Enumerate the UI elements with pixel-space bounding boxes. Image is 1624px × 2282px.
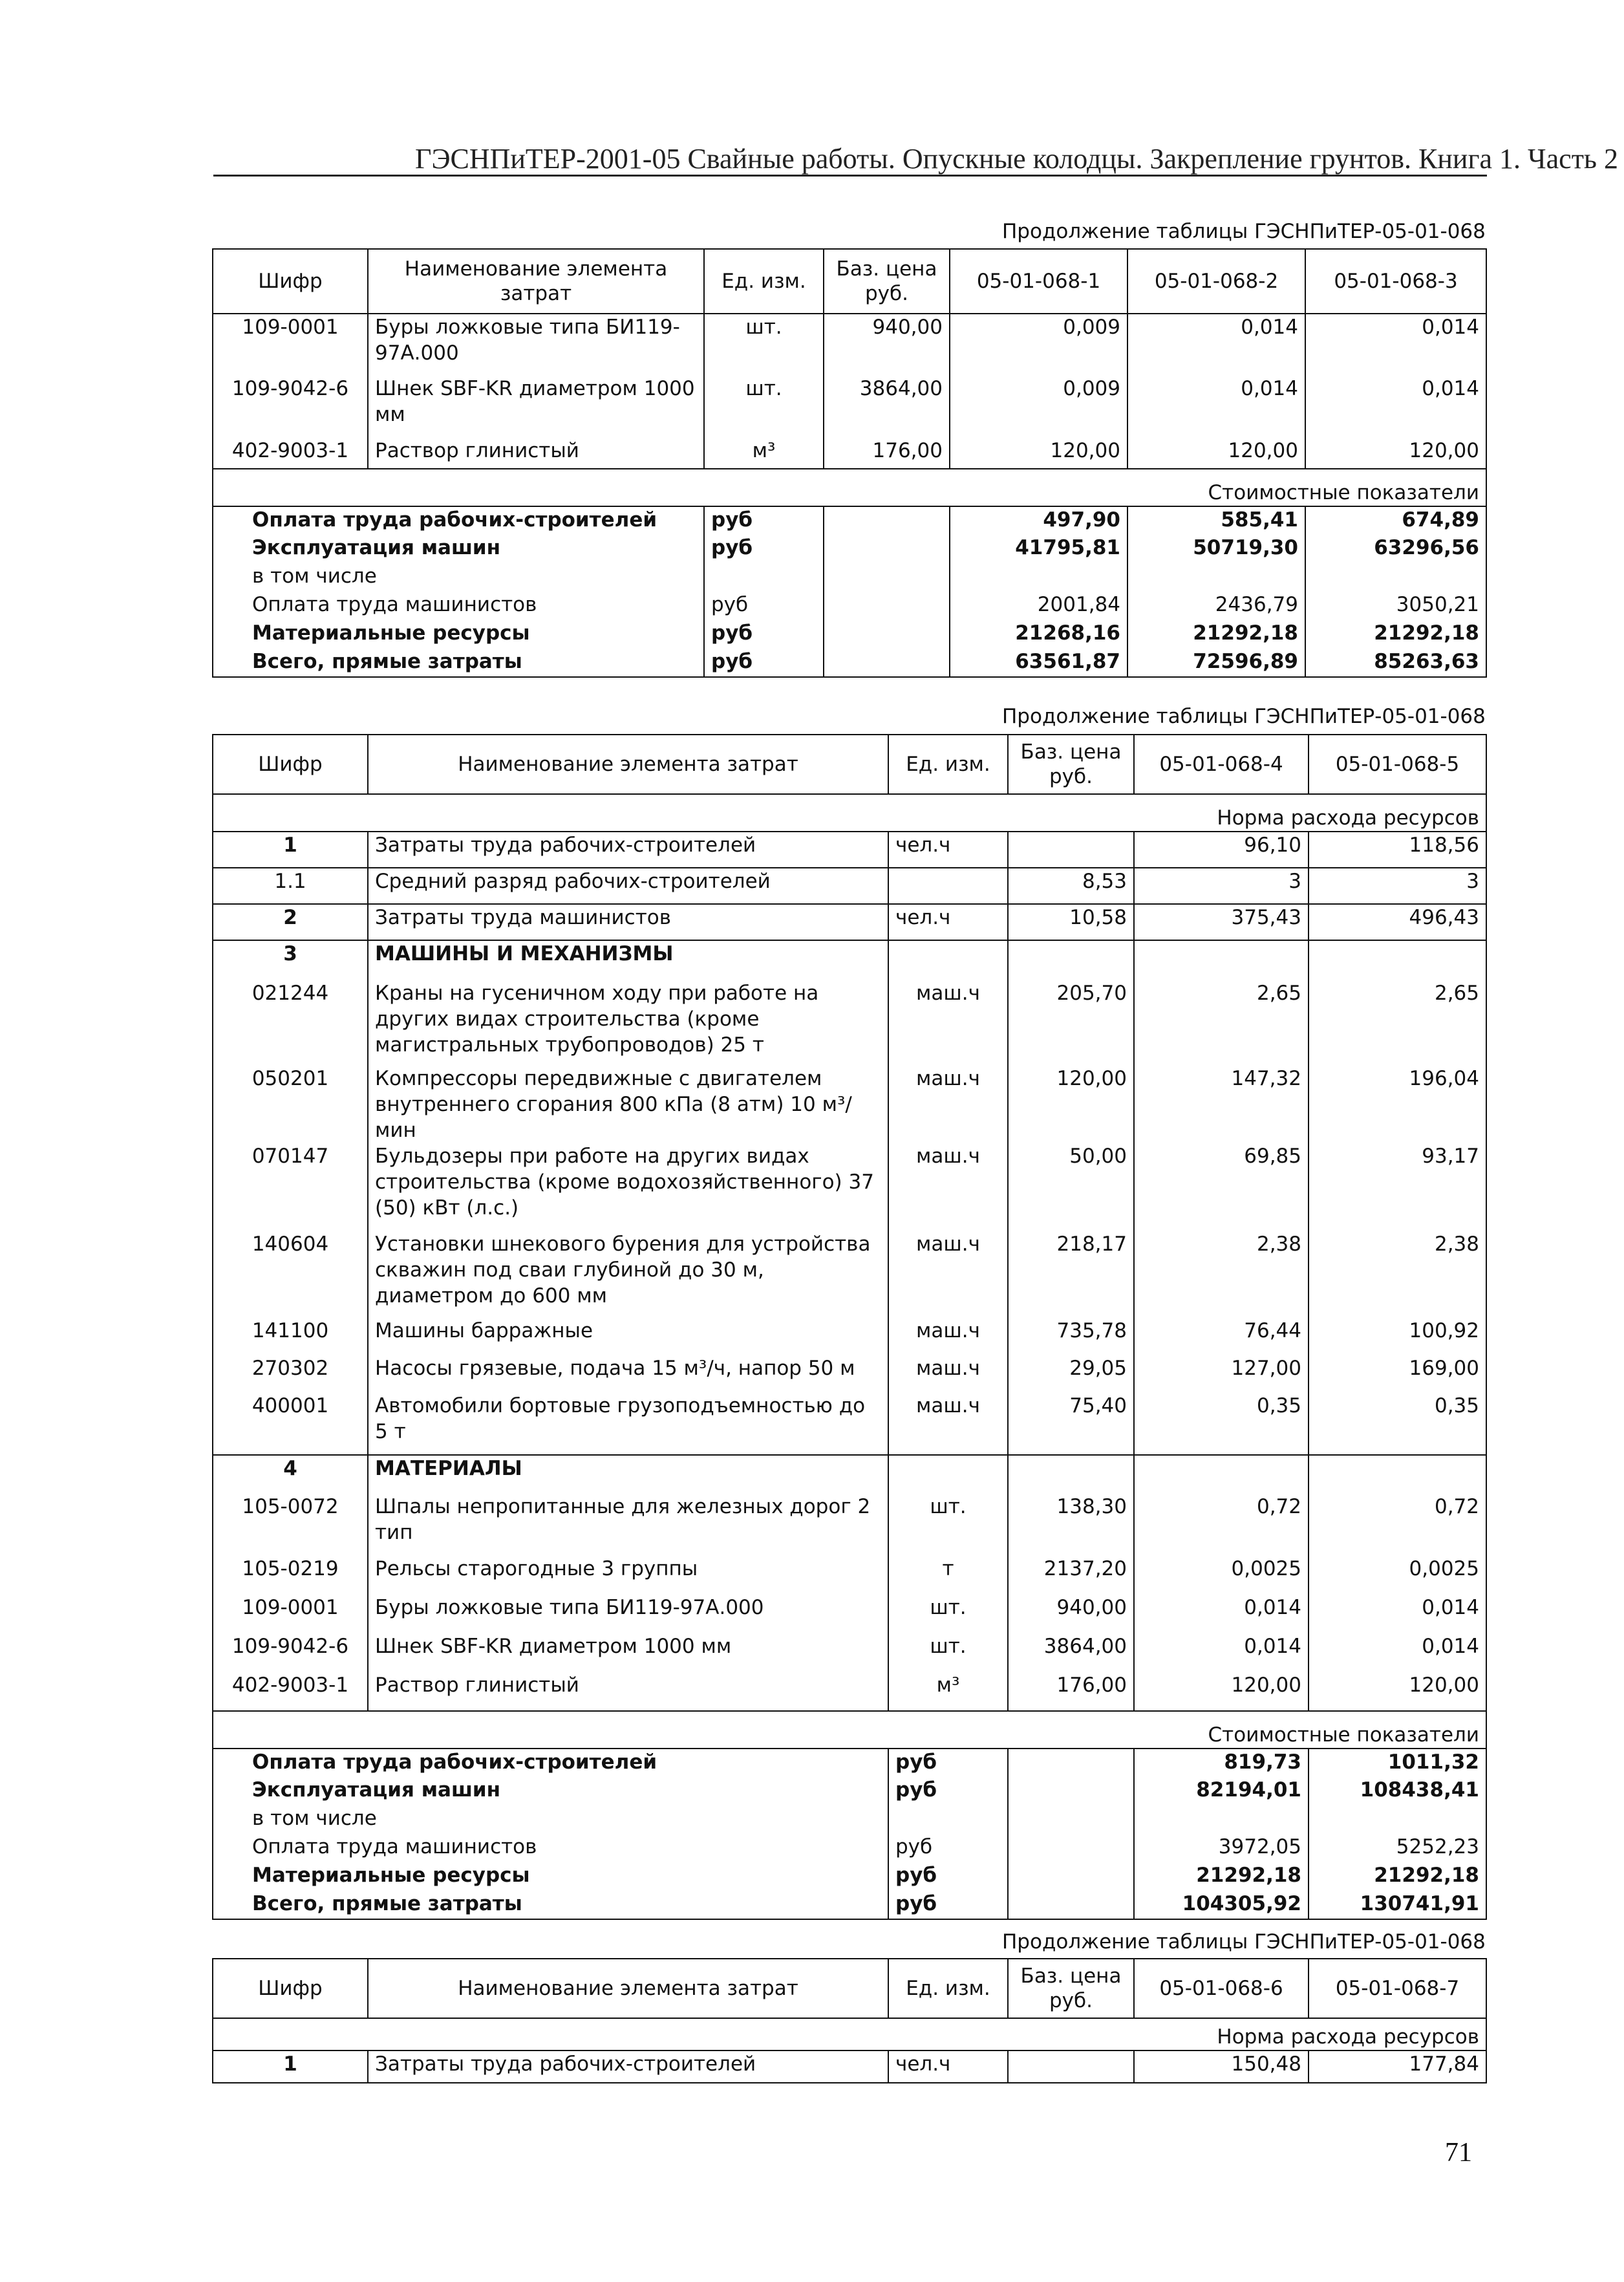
table-row — [213, 376, 1486, 438]
cost-row — [213, 1749, 1486, 1777]
row-value: 0,014 — [1127, 314, 1305, 376]
row-value: 0,014 — [1309, 1595, 1486, 1633]
cost-label: Материальные ресурсы — [213, 620, 704, 649]
table-row — [213, 980, 1486, 1066]
cost-unit: руб — [704, 506, 824, 535]
row-value: 0,014 — [1127, 376, 1305, 438]
col-norm-header: 05-01-068-2 — [1127, 249, 1305, 314]
table-row — [213, 314, 1486, 376]
row-unit: маш.ч — [888, 1066, 1008, 1143]
row-price: 29,05 — [1008, 1355, 1134, 1393]
cost-value: 130741,91 — [1309, 1891, 1486, 1919]
row-code: 1 — [213, 832, 368, 868]
col-unit-header: Ед. изм. — [888, 735, 1008, 794]
row-unit: м³ — [704, 438, 824, 469]
row-value: 3 — [1309, 868, 1486, 904]
cost-unit: руб — [888, 1834, 1008, 1862]
row-unit: маш.ч — [888, 1143, 1008, 1231]
cost-value: 21292,18 — [1305, 620, 1486, 649]
row-unit: чел.ч — [888, 904, 1008, 940]
cost-label: Оплата труда машинистов — [213, 1834, 888, 1862]
cost-unit: руб — [704, 592, 824, 620]
row-value: 0,0025 — [1309, 1556, 1486, 1595]
cost-value: 50719,30 — [1127, 535, 1305, 563]
row-name: Буры ложковые типа БИ119-97А.000 — [368, 314, 704, 376]
row-name: Раствор глинистый — [368, 1672, 888, 1711]
cost-label: в том числе — [213, 1805, 888, 1834]
row-price: 940,00 — [1008, 1595, 1134, 1633]
row-code: 070147 — [213, 1143, 368, 1231]
row-value: 375,43 — [1134, 904, 1309, 940]
row-price: 2137,20 — [1008, 1556, 1134, 1595]
cost-unit: руб — [704, 535, 824, 563]
cost-row — [213, 506, 1486, 535]
cost-value: 21292,18 — [1309, 1862, 1486, 1891]
cost-row — [213, 620, 1486, 649]
row-price — [1008, 832, 1134, 868]
row-name: Насосы грязевые, подача 15 м³/ч, напор 50 м — [368, 1355, 888, 1393]
row-name: Рельсы старогодные 3 группы — [368, 1556, 888, 1595]
table-row — [213, 438, 1486, 469]
running-header: ГЭСНПиТЕР-2001-05 Свайные работы. Опускные колодцы. Закрепление грунтов. Книга 1. Часть 2 — [415, 143, 1618, 175]
row-name: Машины барражные — [368, 1318, 888, 1355]
row-code: 402-9003-1 — [213, 1672, 368, 1711]
row-price: 3864,00 — [824, 376, 950, 438]
row-name: Бульдозеры при работе на других видах строительства (кроме водохозяйственного) 37 (50) кВт (л.с.) — [368, 1143, 888, 1231]
cost-unit: руб — [704, 620, 824, 649]
table-row — [213, 2051, 1486, 2083]
cost-section-row — [213, 1711, 1486, 1749]
col-price-header: Баз. цена руб. — [1008, 735, 1134, 794]
cost-label: Оплата труда машинистов — [213, 592, 704, 620]
row-code: 402-9003-1 — [213, 438, 368, 469]
row-value: 118,56 — [1309, 832, 1486, 868]
cost-value: 21268,16 — [950, 620, 1127, 649]
row-unit: шт. — [704, 314, 824, 376]
row-unit: маш.ч — [888, 1393, 1008, 1455]
resource-table-2 — [212, 734, 1487, 1920]
cost-value: 21292,18 — [1134, 1862, 1309, 1891]
row-price: 10,58 — [1008, 904, 1134, 940]
row-value: 150,48 — [1134, 2051, 1309, 2083]
cost-value: 3050,21 — [1305, 592, 1486, 620]
norm-section-row — [213, 2018, 1486, 2051]
row-unit: м³ — [888, 1672, 1008, 1711]
row-price — [1008, 2051, 1134, 2083]
row-value: 147,32 — [1134, 1066, 1309, 1143]
col-norm-header: 05-01-068-4 — [1134, 735, 1309, 794]
cost-row — [213, 1891, 1486, 1919]
row-value: 0,014 — [1134, 1595, 1309, 1633]
row-code: 105-0219 — [213, 1556, 368, 1595]
row-value: 0,72 — [1309, 1494, 1486, 1556]
table3-header-row — [213, 1959, 1486, 2018]
row-name: Шпалы непропитанные для железных дорог 2 тип — [368, 1494, 888, 1556]
section-title: МАТЕРИАЛЫ — [368, 1455, 888, 1494]
resource-table-3 — [212, 1958, 1487, 2083]
row-price: 218,17 — [1008, 1231, 1134, 1318]
row-value: 0,014 — [1134, 1633, 1309, 1672]
cost-section-label: Стоимостные показатели — [213, 469, 1486, 506]
cost-row — [213, 1834, 1486, 1862]
table-row — [213, 1672, 1486, 1711]
norm-section-label: Норма расхода ресурсов — [213, 2018, 1486, 2051]
row-price: 3864,00 — [1008, 1633, 1134, 1672]
col-norm-header: 05-01-068-7 — [1309, 1959, 1486, 2018]
row-price: 176,00 — [824, 438, 950, 469]
row-unit — [888, 868, 1008, 904]
cost-row — [213, 535, 1486, 563]
row-value: 0,009 — [950, 376, 1127, 438]
row-code: 1.1 — [213, 868, 368, 904]
row-value: 177,84 — [1309, 2051, 1486, 2083]
cost-row — [213, 1862, 1486, 1891]
cost-value: 104305,92 — [1134, 1891, 1309, 1919]
cost-value: 3972,05 — [1134, 1834, 1309, 1862]
row-name: Буры ложковые типа БИ119-97А.000 — [368, 1595, 888, 1633]
row-unit: шт. — [704, 376, 824, 438]
cost-label: Всего, прямые затраты — [213, 1891, 888, 1919]
table-row — [213, 1231, 1486, 1318]
table-row — [213, 1494, 1486, 1556]
cost-row — [213, 1805, 1486, 1834]
row-price: 176,00 — [1008, 1672, 1134, 1711]
row-value: 496,43 — [1309, 904, 1486, 940]
row-name: Затраты труда рабочих-строителей — [368, 2051, 888, 2083]
row-name: Шнек SBF-KR диаметром 1000 мм — [368, 1633, 888, 1672]
table1-header-row — [213, 249, 1486, 314]
row-name: Шнек SBF-KR диаметром 1000 мм — [368, 376, 704, 438]
col-code-header: Шифр — [213, 249, 368, 314]
cost-section-row — [213, 469, 1486, 506]
header-rule — [213, 175, 1487, 177]
row-value: 0,35 — [1309, 1393, 1486, 1455]
row-code: 4 — [213, 1455, 368, 1494]
col-name-header: Наименование элемента затрат — [368, 1959, 888, 2018]
cost-value: 21292,18 — [1127, 620, 1305, 649]
row-price: 735,78 — [1008, 1318, 1134, 1355]
cost-value: 63561,87 — [950, 649, 1127, 677]
row-code: 021244 — [213, 980, 368, 1066]
row-value: 96,10 — [1134, 832, 1309, 868]
row-code: 109-0001 — [213, 314, 368, 376]
col-unit-header: Ед. изм. — [888, 1959, 1008, 2018]
col-code-header: Шифр — [213, 1959, 368, 2018]
table-row — [213, 1595, 1486, 1633]
row-unit: т — [888, 1556, 1008, 1595]
row-value: 120,00 — [1134, 1672, 1309, 1711]
cost-value: 63296,56 — [1305, 535, 1486, 563]
row-value: 120,00 — [1127, 438, 1305, 469]
col-norm-header: 05-01-068-5 — [1309, 735, 1486, 794]
cost-row — [213, 649, 1486, 677]
row-value: 0,72 — [1134, 1494, 1309, 1556]
col-name-header: Наименование элемента затрат — [368, 735, 888, 794]
row-price: 120,00 — [1008, 1066, 1134, 1143]
row-unit: шт. — [888, 1595, 1008, 1633]
table-row — [213, 832, 1486, 868]
cost-value: 41795,81 — [950, 535, 1127, 563]
row-value: 93,17 — [1309, 1143, 1486, 1231]
norm-section-label: Норма расхода ресурсов — [213, 794, 1486, 832]
row-price: 205,70 — [1008, 980, 1134, 1066]
cost-value: 5252,23 — [1309, 1834, 1486, 1862]
row-value: 2,38 — [1309, 1231, 1486, 1318]
row-name: Краны на гусеничном ходу при работе на других видах строительства (кроме магистральных трубопроводов) 25 т — [368, 980, 888, 1066]
row-unit: чел.ч — [888, 2051, 1008, 2083]
cost-unit: руб — [888, 1777, 1008, 1805]
row-code: 105-0072 — [213, 1494, 368, 1556]
section-title: МАШИНЫ И МЕХАНИЗМЫ — [368, 940, 888, 980]
col-norm-header: 05-01-068-1 — [950, 249, 1127, 314]
cost-value: 72596,89 — [1127, 649, 1305, 677]
table1-caption: Продолжение таблицы ГЭСНПиТЕР-05-01-068 — [1002, 220, 1486, 243]
col-norm-header: 05-01-068-6 — [1134, 1959, 1309, 2018]
col-name-header: Наименование элемента затрат — [368, 249, 704, 314]
table-row — [213, 1066, 1486, 1143]
cost-value: 585,41 — [1127, 506, 1305, 535]
resource-table-1 — [212, 248, 1487, 678]
row-value: 0,009 — [950, 314, 1127, 376]
row-value: 0,014 — [1305, 314, 1486, 376]
table-row — [213, 904, 1486, 940]
table-row — [213, 1556, 1486, 1595]
cost-value: 82194,01 — [1134, 1777, 1309, 1805]
col-price-header: Баз. цена руб. — [824, 249, 950, 314]
row-name: Средний разряд рабочих-строителей — [368, 868, 888, 904]
table2-caption: Продолжение таблицы ГЭСНПиТЕР-05-01-068 — [1002, 705, 1486, 728]
table-row — [213, 1318, 1486, 1355]
row-value: 127,00 — [1134, 1355, 1309, 1393]
row-value: 2,38 — [1134, 1231, 1309, 1318]
table-row — [213, 1393, 1486, 1455]
cost-label: Всего, прямые затраты — [213, 649, 704, 677]
cost-value: 1011,32 — [1309, 1749, 1486, 1777]
row-price: 50,00 — [1008, 1143, 1134, 1231]
cost-unit: руб — [888, 1862, 1008, 1891]
row-price: 138,30 — [1008, 1494, 1134, 1556]
table-row — [213, 1355, 1486, 1393]
row-value: 0,014 — [1305, 376, 1486, 438]
cost-unit: руб — [704, 649, 824, 677]
cost-value: 497,90 — [950, 506, 1127, 535]
cost-unit: руб — [888, 1891, 1008, 1919]
row-code: 3 — [213, 940, 368, 980]
row-code: 2 — [213, 904, 368, 940]
cost-label: Оплата труда рабочих-строителей — [213, 506, 704, 535]
row-code: 050201 — [213, 1066, 368, 1143]
col-code-header: Шифр — [213, 735, 368, 794]
row-price: 940,00 — [824, 314, 950, 376]
table-row — [213, 868, 1486, 904]
row-value: 196,04 — [1309, 1066, 1486, 1143]
cost-label: Оплата труда рабочих-строителей — [213, 1749, 888, 1777]
row-code: 109-9042-6 — [213, 1633, 368, 1672]
cost-label: Эксплуатация машин — [213, 1777, 888, 1805]
row-value: 2,65 — [1309, 980, 1486, 1066]
row-value: 0,014 — [1309, 1633, 1486, 1672]
cost-value: 819,73 — [1134, 1749, 1309, 1777]
row-value: 120,00 — [950, 438, 1127, 469]
page-number: 71 — [1445, 2138, 1472, 2168]
cost-value: 108438,41 — [1309, 1777, 1486, 1805]
row-unit: чел.ч — [888, 832, 1008, 868]
row-unit: маш.ч — [888, 1318, 1008, 1355]
row-code: 1 — [213, 2051, 368, 2083]
row-name: Затраты труда машинистов — [368, 904, 888, 940]
table3-caption: Продолжение таблицы ГЭСНПиТЕР-05-01-068 — [1002, 1930, 1486, 1954]
row-code: 400001 — [213, 1393, 368, 1455]
cost-unit: руб — [888, 1749, 1008, 1777]
row-name: Раствор глинистый — [368, 438, 704, 469]
col-unit-header: Ед. изм. — [704, 249, 824, 314]
row-code: 109-0001 — [213, 1595, 368, 1633]
section-row — [213, 940, 1486, 980]
row-value: 3 — [1134, 868, 1309, 904]
cost-value: 2436,79 — [1127, 592, 1305, 620]
cost-value: 85263,63 — [1305, 649, 1486, 677]
cost-row — [213, 1777, 1486, 1805]
row-unit: маш.ч — [888, 980, 1008, 1066]
row-value: 120,00 — [1309, 1672, 1486, 1711]
row-value: 69,85 — [1134, 1143, 1309, 1231]
row-value: 0,0025 — [1134, 1556, 1309, 1595]
cost-label: Материальные ресурсы — [213, 1862, 888, 1891]
row-name: Компрессоры передвижные с двигателем внутреннего сгорания 800 кПа (8 атм) 10 м³/мин — [368, 1066, 888, 1143]
row-value: 2,65 — [1134, 980, 1309, 1066]
row-code: 109-9042-6 — [213, 376, 368, 438]
row-value: 100,92 — [1309, 1318, 1486, 1355]
table2-header-row — [213, 735, 1486, 794]
section-row — [213, 1455, 1486, 1494]
row-value: 76,44 — [1134, 1318, 1309, 1355]
cost-row — [213, 563, 1486, 592]
cost-value: 2001,84 — [950, 592, 1127, 620]
row-name: Затраты труда рабочих-строителей — [368, 832, 888, 868]
cost-section-label: Стоимостные показатели — [213, 1711, 1486, 1749]
row-name: Автомобили бортовые грузоподъемностью до 5 т — [368, 1393, 888, 1455]
table-row — [213, 1633, 1486, 1672]
cost-row — [213, 592, 1486, 620]
row-price: 8,53 — [1008, 868, 1134, 904]
row-value: 169,00 — [1309, 1355, 1486, 1393]
row-value: 0,35 — [1134, 1393, 1309, 1455]
cost-label: в том числе — [213, 563, 704, 592]
row-price: 75,40 — [1008, 1393, 1134, 1455]
row-name: Установки шнекового бурения для устройства скважин под сваи глубиной до 30 м, диаметром до 600 мм — [368, 1231, 888, 1318]
cost-value: 674,89 — [1305, 506, 1486, 535]
row-unit: маш.ч — [888, 1355, 1008, 1393]
row-code: 140604 — [213, 1231, 368, 1318]
row-unit: шт. — [888, 1633, 1008, 1672]
row-unit: маш.ч — [888, 1231, 1008, 1318]
row-code: 270302 — [213, 1355, 368, 1393]
col-norm-header: 05-01-068-3 — [1305, 249, 1486, 314]
table-row — [213, 1143, 1486, 1231]
cost-label: Эксплуатация машин — [213, 535, 704, 563]
row-value: 120,00 — [1305, 438, 1486, 469]
norm-section-row — [213, 794, 1486, 832]
row-code: 141100 — [213, 1318, 368, 1355]
row-unit: шт. — [888, 1494, 1008, 1556]
col-price-header: Баз. цена руб. — [1008, 1959, 1134, 2018]
